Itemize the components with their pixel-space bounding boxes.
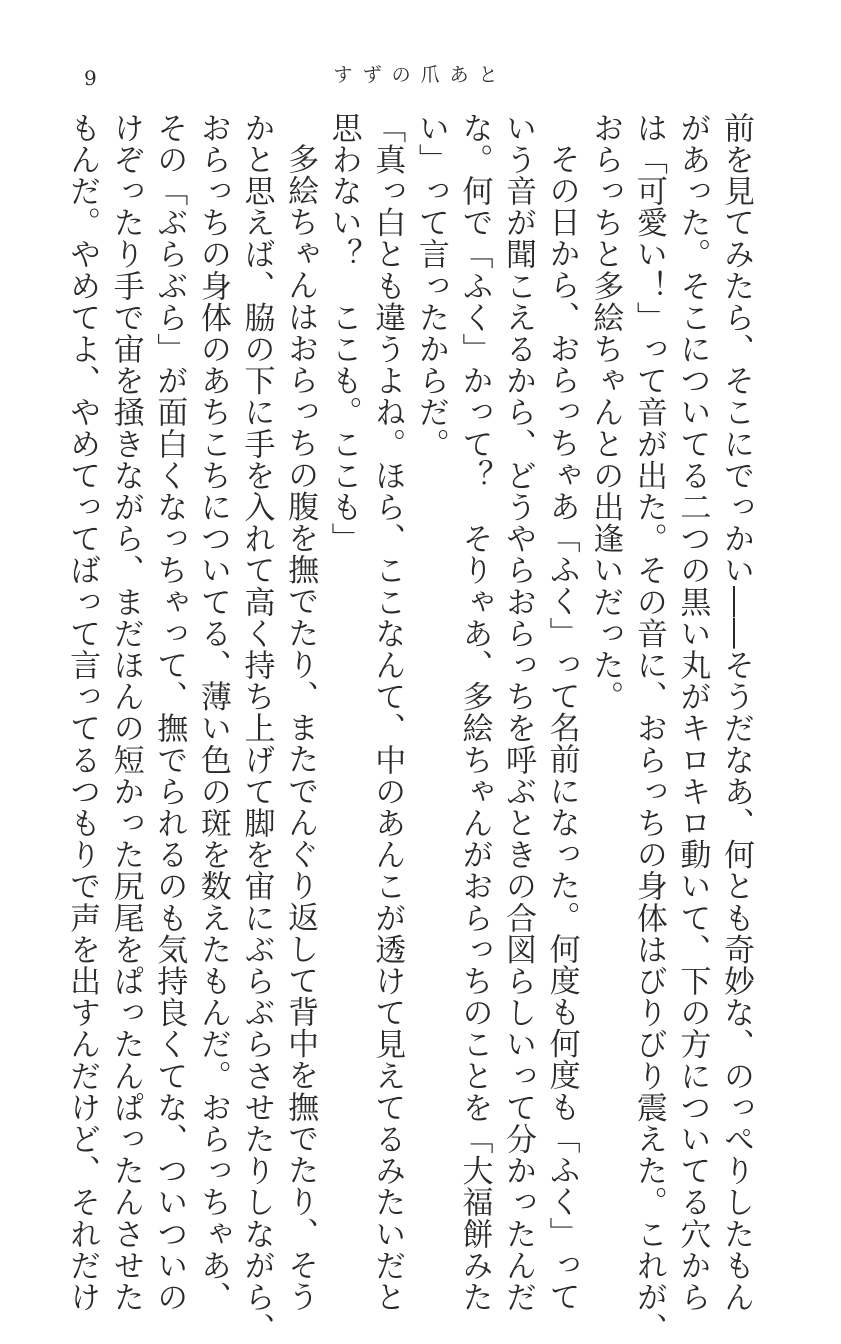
text-line: その日から、おらっちゃあ「ふく」って名前になった。何度も何度も「ふく」って	[543, 143, 580, 1313]
text-line: 思わない？ ここも。ここも」	[325, 112, 362, 555]
text-line: 「真っ白とも違うよね。ほら、ここなんて、中のあんこが透けて見えてるみたいだと	[369, 112, 406, 1313]
text-line: があった。そこについてる二つの黒い丸がキロキロ動いて、下の方についてる穴から	[674, 112, 711, 1313]
text-line: おらっちの身体のあちこちについてる、薄い色の斑を数えたもんだ。おらっちゃあ、	[194, 112, 231, 1313]
text-line: は「可愛い！」って音が出た。その音に、おらっちの身体はびりびり震えた。これが、	[630, 112, 667, 1344]
page-number: 9	[84, 66, 98, 90]
text-line: 前を見てみたら、そこにでっかい――そうだなあ、何とも奇妙な、のっぺりしたもん	[718, 112, 754, 1313]
running-head: すずの爪あと	[333, 64, 508, 86]
text-line: い」って言ったからだ。	[412, 112, 449, 460]
text-line: その「ぶらぶら」が面白くなっちゃって、撫でられるのも気持良くてな、ついついの	[151, 112, 188, 1313]
text-line: いう音が聞こえるから、どうやらおらっちを呼ぶときの合図らしいって分かったんだ	[500, 112, 537, 1313]
text-line: おらっちと多絵ちゃんとの出逢いだった。	[587, 112, 624, 713]
body-text	[60, 112, 758, 1344]
text-line: 多絵ちゃんはおらっちの腹を撫でたり、またでんぐり返して背中を撫でたり、そう	[282, 143, 319, 1313]
text-line: けぞったり手で宙を掻きながら、まだほんの短かった尻尾をぱったんぱったんさせた	[107, 112, 144, 1313]
text-line: もんだ。やめてよ、やめてってばって言ってるつもりで声を出すんだけど、それだけ	[64, 112, 101, 1313]
text-line: かと思えば、脇の下に手を入れて高く持ち上げて脚を宙にぶらぶらさせたりしながら、	[238, 112, 275, 1344]
text-line: な。何で「ふく」かって？ そりゃあ、多絵ちゃんがおらっちのことを「大福餅みた	[456, 112, 493, 1313]
